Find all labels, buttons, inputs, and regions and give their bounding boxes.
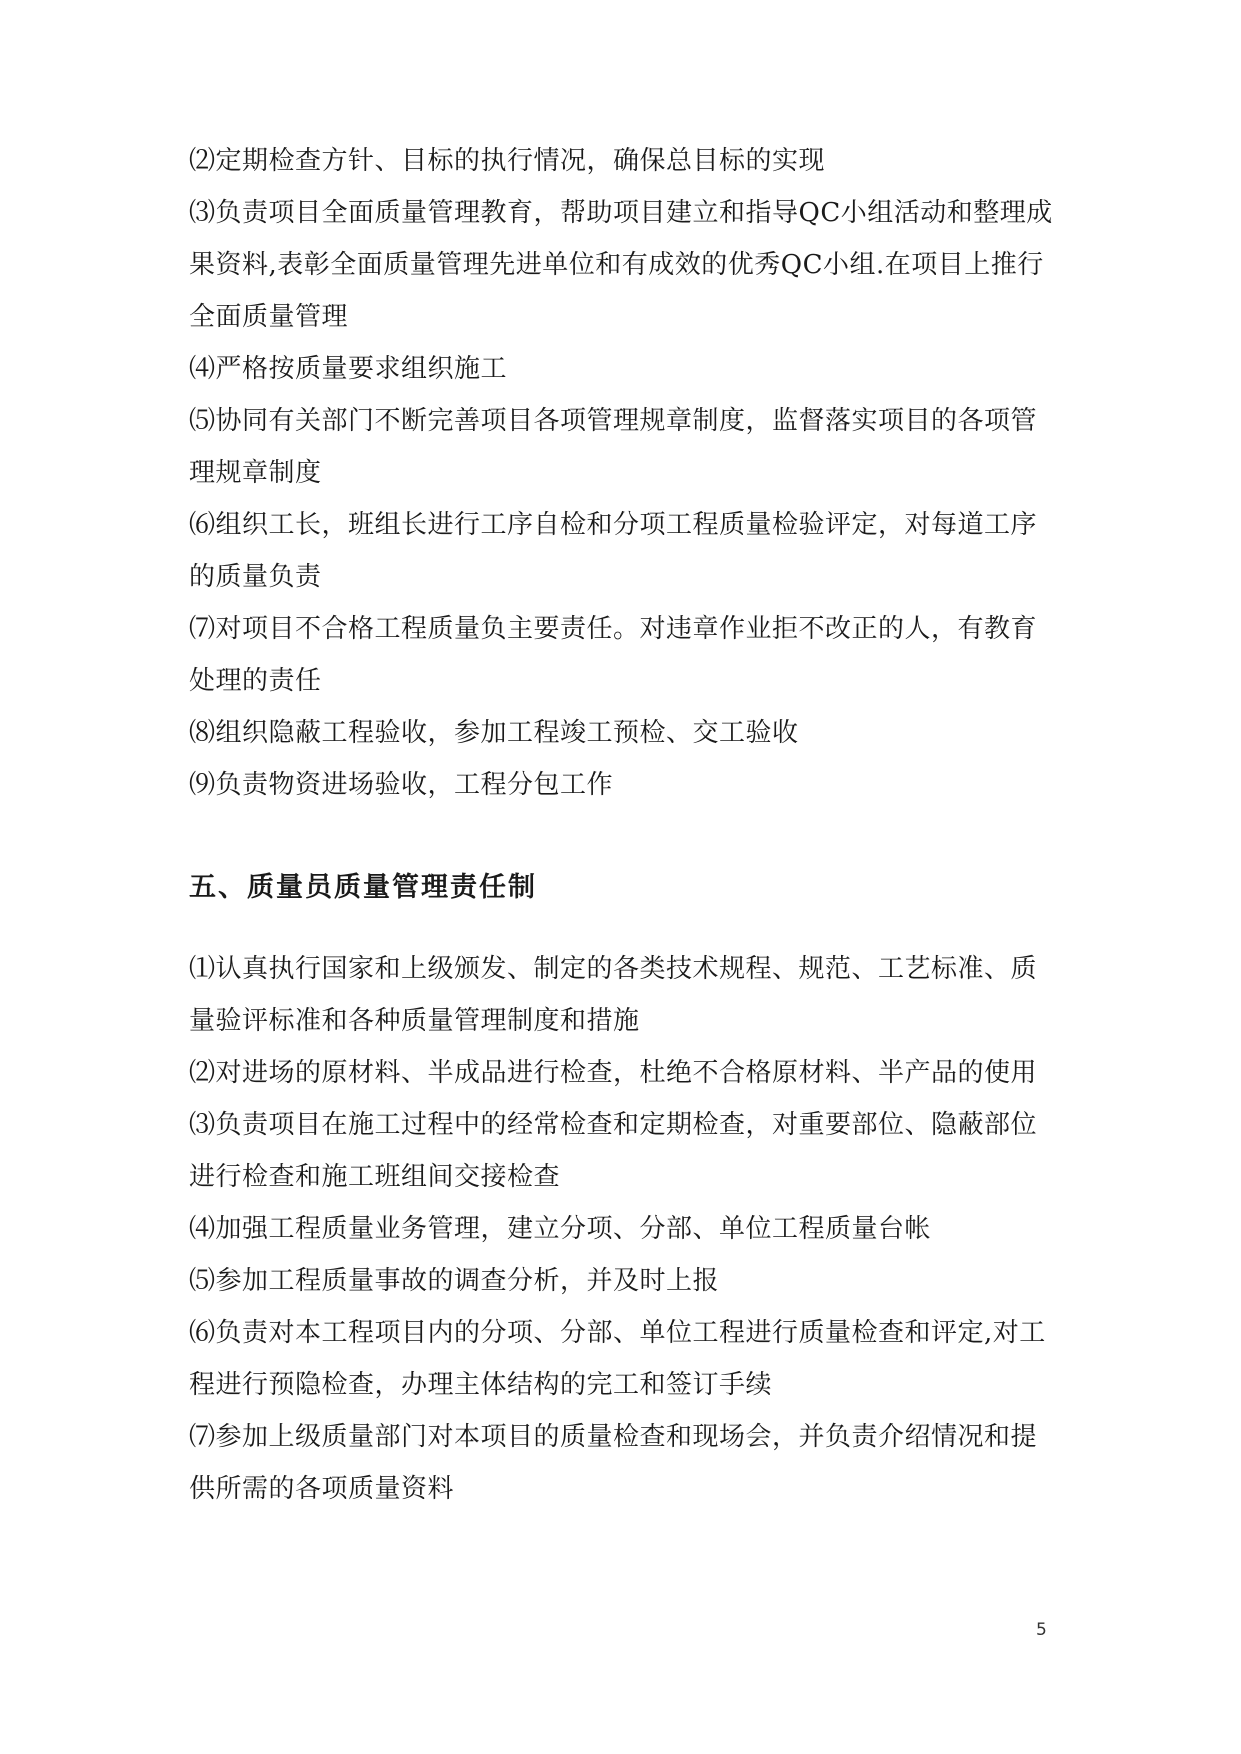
list-item: ⑷加强工程质量业务管理，建立分项、分部、单位工程质量台帐	[189, 1214, 932, 1244]
list-item: ⑻组织隐蔽工程验收，参加工程竣工预检、交工验收	[189, 718, 799, 748]
list-item: ⑹组织工长，班组长进行工序自检和分项工程质量检验评定，对每道工序的质量负责	[189, 510, 1038, 592]
list-item: ⑶负责项目全面质量管理教育，帮助项目建立和指导QC小组活动和整理成果资料,表彰全面质量管理先进单位和有成效的优秀QC小组.在项目上推行全面质量管理	[189, 198, 1053, 332]
list-item: ⑼负责物资进场验收，工程分包工作	[189, 770, 614, 800]
list-item: ⑺对项目不合格工程质量负主要责任。对违章作业拒不改正的人，有教育处理的责任	[189, 614, 1038, 696]
page-number: 5	[1036, 1620, 1047, 1640]
section-five-list	[189, 943, 1059, 1515]
section-top-list	[189, 135, 1059, 811]
list-item: ⑶负责项目在施工过程中的经常检查和定期检查，对重要部位、隐蔽部位进行检查和施工班组间交接检查	[189, 1110, 1038, 1192]
list-item: ⑵定期检查方针、目标的执行情况，确保总目标的实现	[189, 146, 826, 176]
list-item: ⑹负责对本工程项目内的分项、分部、单位工程进行质量检查和评定,对工程进行预隐检查，办理主体结构的完工和签订手续	[189, 1318, 1046, 1400]
list-item: ⑵对进场的原材料、半成品进行检查，杜绝不合格原材料、半产品的使用	[189, 1058, 1038, 1088]
list-item: ⑸协同有关部门不断完善项目各项管理规章制度，监督落实项目的各项管理规章制度	[189, 406, 1038, 488]
list-item: ⑷严格按质量要求组织施工	[189, 354, 508, 384]
list-item: ⑸参加工程质量事故的调查分析，并及时上报	[189, 1266, 720, 1296]
list-item: ⑴认真执行国家和上级颁发、制定的各类技术规程、规范、工艺标准、质量验评标准和各种质量管理制度和措施	[189, 954, 1038, 1036]
section-heading: 五、质量员质量管理责任制	[189, 872, 537, 903]
list-item: ⑺参加上级质量部门对本项目的质量检查和现场会，并负责介绍情况和提供所需的各项质量资料	[189, 1422, 1038, 1504]
